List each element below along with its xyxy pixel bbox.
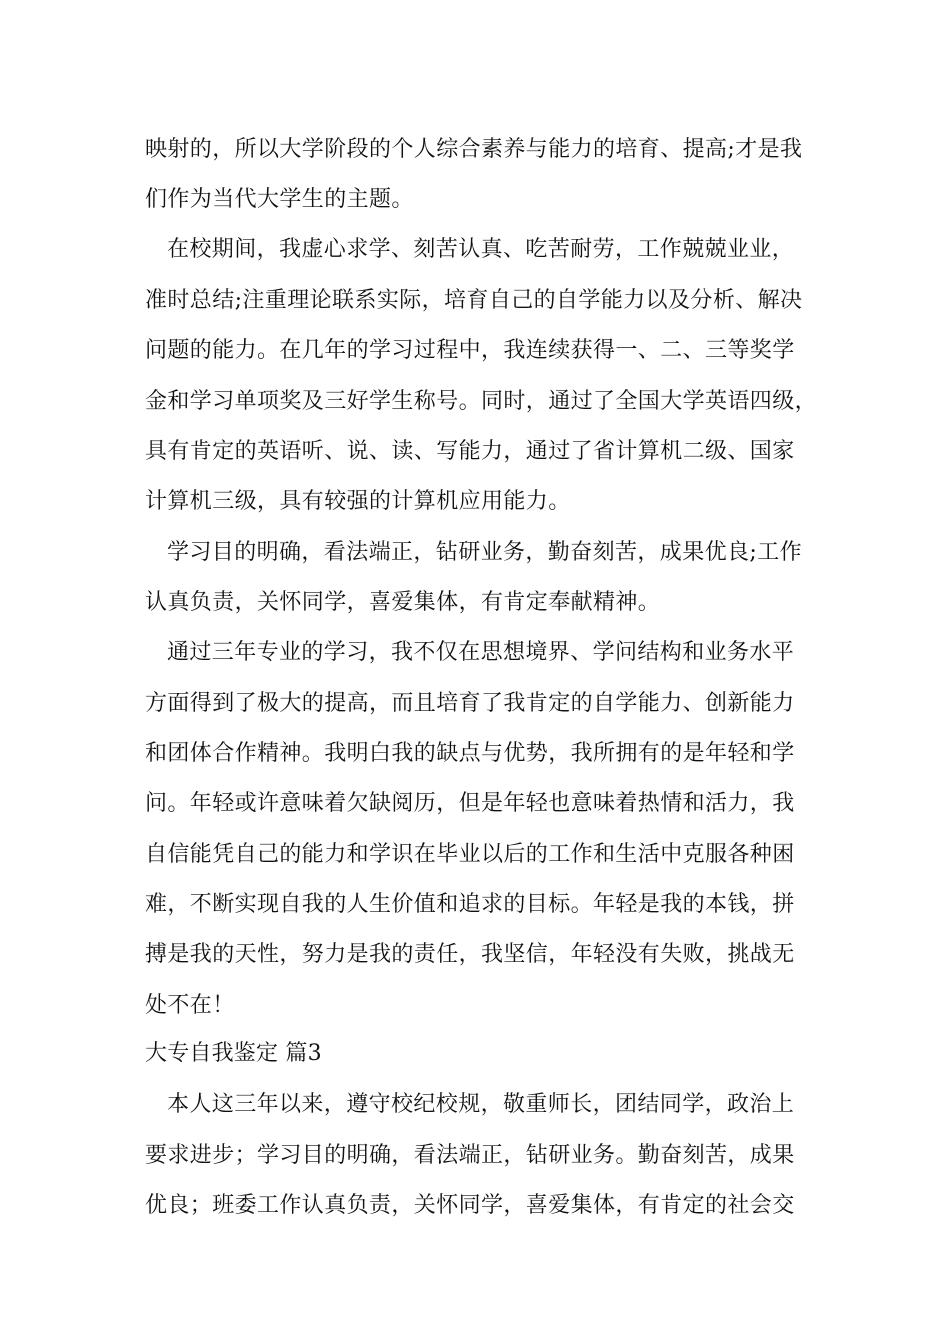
text-line: 金和学习单项奖及三好学生称号。同时，通过了全国大学英语四级， [145, 389, 818, 414]
text-line: 准时总结;注重理论联系实际，培育自己的自学能力以及分析、解决 [145, 288, 803, 313]
text-line: 和团体合作精神。我明白我的缺点与优势，我所拥有的是年轻和学 [145, 741, 795, 766]
text-line: 具有肯定的英语听、说、读、写能力，通过了省计算机二级、国家 [145, 439, 795, 464]
text-line: 通过三年专业的学习，我不仅在思想境界、学问结构和业务水平 [167, 640, 795, 665]
text-line: 优良；班委工作认真负责，关怀同学，喜爱集体，有肯定的社会交 [145, 1193, 795, 1218]
text-line: 映射的，所以大学阶段的个人综合素养与能力的培育、提高;才是我 [145, 137, 803, 162]
section-heading: 大专自我鉴定 篇3 [145, 1041, 322, 1066]
text-line: 认真负责，关怀同学，喜爱集体，有肯定奉献精神。 [145, 590, 661, 615]
text-line: 本人这三年以来，遵守校纪校规，敬重师长，团结同学，政治上 [167, 1092, 795, 1117]
text-line: 学习目的明确，看法端正，钻研业务，勤奋刻苦，成果优良;工作 [167, 540, 803, 565]
text-line: 方面得到了极大的提高，而且培育了我肯定的自学能力、创新能力 [145, 691, 795, 716]
text-line: 要求进步；学习目的明确，看法端正，钻研业务。勤奋刻苦，成果 [145, 1143, 795, 1168]
text-line: 自信能凭自己的能力和学识在毕业以后的工作和生活中克服各种困 [145, 842, 795, 867]
text-line: 问题的能力。在几年的学习过程中，我连续获得一、二、三等奖学 [145, 338, 795, 363]
text-line: 处不在！ [145, 993, 235, 1018]
text-line: 难，不断实现自我的人生价值和追求的目标。年轻是我的本钱，拼 [145, 892, 795, 917]
text-line: 们作为当代大学生的主题。 [145, 187, 414, 212]
text-line: 搏是我的天性，努力是我的责任，我坚信，年轻没有失败，挑战无 [145, 942, 795, 967]
text-line: 问。年轻或许意味着欠缺阅历，但是年轻也意味着热情和活力，我 [145, 791, 795, 816]
text-line: 在校期间，我虚心求学、刻苦认真、吃苦耐劳，工作兢兢业业， [167, 237, 795, 262]
text-line: 计算机三级，具有较强的计算机应用能力。 [145, 489, 571, 514]
